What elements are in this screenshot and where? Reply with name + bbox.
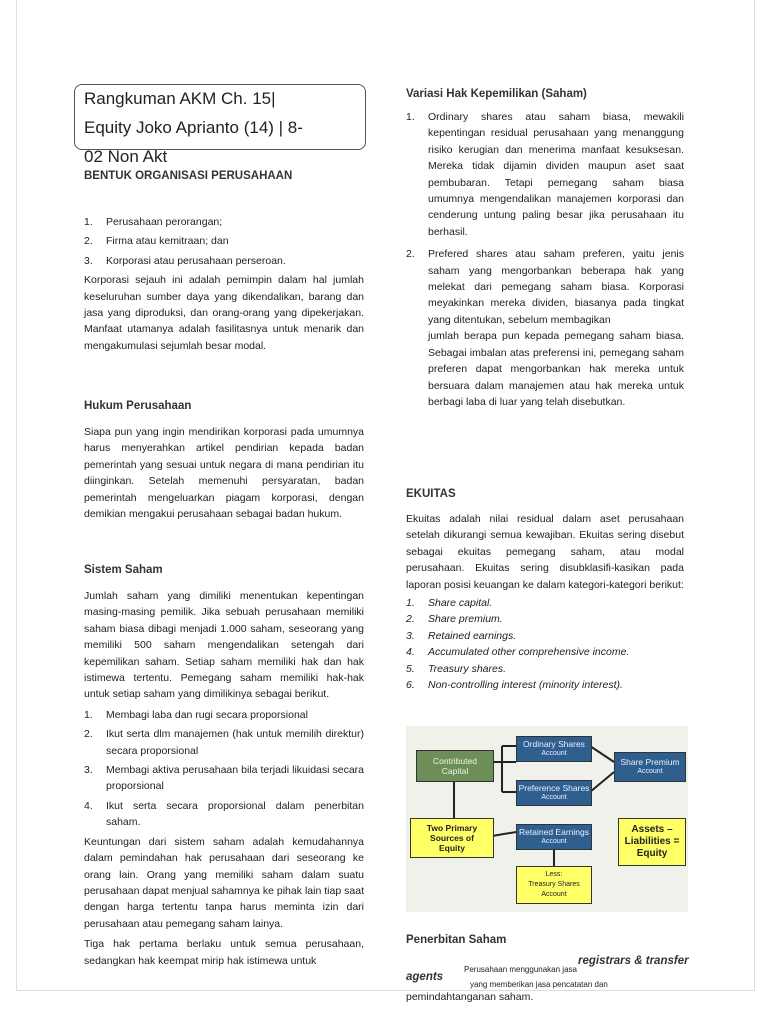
list-item: 3. Retained earnings. [406,629,517,642]
left-block-1 [84,214,364,354]
heading-variasi-hak: Variasi Hak Kepemilikan (Saham) [406,88,587,100]
ordinary-shares-box: Ordinary Shares Account [516,736,592,762]
list-item: 1. Membagi laba dan rugi secara proporsional [84,708,308,721]
left-block-2 [84,424,364,522]
two-primary-sources-box: Two Primary Sources of Equity [410,818,494,858]
list-item: 3. Membagi aktiva perusahaan bila terjadi likuidasi secara proporsional [84,764,364,793]
retained-earnings-box: Retained Earnings Account [516,824,592,850]
equity-diagram [406,726,688,912]
preference-shares-box: Preference Shares Account [516,780,592,806]
note-line-1: Perusahaan menggunakan jasa [464,965,577,974]
title-line-1: Rangkuman AKM Ch. 15| [84,89,276,108]
treasury-shares-box: Less: Treasury Shares Account [516,866,592,904]
accounting-equation-box: Assets – Liabilities = Equity [618,818,686,866]
title-line-3: 02 Non Akt [84,147,168,166]
contributed-capital-box: Contributed Capital [416,750,494,782]
list-item: 3. Korporasi atau perusahaan perseroan. [84,254,286,267]
heading-ekuitas: EKUITAS [406,488,456,500]
categories-list [406,595,684,693]
note-line-3: pemindahtanganan saham. [406,991,534,1003]
paragraph-korporasi: Korporasi sejauh ini adalah pemimpin dalam hal jumlah keseluruhan sumber daya yang dikendalikan, barang dan jasa yang diproduksi, dan orang-orang yang dipekerjakan. Manfaat utamanya adalah fasilitasnya untuk menarik dan mengakumulasi sejumlah besar modal. [84,274,364,352]
list-item: 4. Ikut serta secara proporsional dalam penerbitan saham. [84,799,364,829]
paragraph-keuntungan: Keuntungan dari sistem saham adalah kemudahannya dalam pemindahan hak perusahaan dari seseorang ke orang lain. Orang yang memiliki saham dalam suatu perusahaan dapat menjual sahamnya ke pihak lain tiap saat dengan harga tertentu tanpa harus meminta izin dari perusahaan atau pemegang saham lainya. [84,835,364,930]
left-block-3 [84,588,364,969]
heading-bentuk-organisasi: BENTUK ORGANISASI PERUSAHAAN [84,170,293,182]
list-item: 2. Share premium. [406,613,503,626]
right-block-2 [406,511,684,693]
rights-list [84,707,364,831]
list-item: 1. Ordinary shares atau saham biasa, mewakili kepentingan residual perusahaan yang menanggung risiko kerugian dan menerima manfaat kesuksesan. Mereka tidak dijamin dividen maupun aset saat pembubaran. Tetapi pemegang saham biasa umumnya mengendalikan manajemen korporasi dan cenderung untung paling besar jika perusahaan itu berhasil. [406,111,684,238]
forms-list [84,214,364,269]
list-item: 2. Prefered shares atau saham preferen, yaitu jenis saham yang mengorbankan beberapa hak yang melekat dari pemegang saham biasa. Korporasi meyakinkan mereka dividen, biasanya pada tingkat yang ditentukan, sebelum membagikan [406,248,684,326]
heading-hukum-perusahaan: Hukum Perusahaan [84,400,192,412]
paragraph-tiga-hak: Tiga hak pertama berlaku untuk semua perusahaan, sedangkan hak keempat mirip hak istimewa untuk [84,938,364,967]
title-line-2: Equity Joko Aprianto (14) | 8- [84,118,303,137]
heading-penerbitan-saham: Penerbitan Saham [406,934,507,946]
variants-list [406,109,684,410]
list-item: 5. Treasury shares. [406,662,506,675]
paragraph-sistem: Jumlah saham yang dimiliki menentukan kepentingan masing-masing pemilik. Jika sebuah perusahaan memiliki saham biasa dibagi menjadi 1.000 saham, seseorang yang memiliki 500 saham mengendalikan setengah dari kepemilikan saham. Setiap saham memiliki hak dan hak istimewa tertentu. Pemegang saham memiliki hak-hak untuk setiap saham yang dimilikinya sebagai berikut. [84,590,364,701]
list-item: 1. Share capital. [406,597,493,610]
right-block-1 [406,109,684,413]
list-item: 4. Accumulated other comprehensive income. [406,646,630,659]
list-item: 6. Non-controlling interest (minority interest). [406,679,623,692]
note-line-2: yang memberikan jasa pencatatan dan [470,980,608,989]
list-item: jumlah berapa pun kepada pemegang saham biasa. Sebagai imbalan atas preferensi ini, pemegang saham preferen dapat mengorbankan hak mereka untuk bersuara dalam manajemen atau hak mereka untuk berbagi laba di luar yang telah disebutkan. [428,330,684,408]
list-item: 2. Ikut serta dlm manajemen (hak untuk memilih direktur) secara proporsional [84,728,364,757]
paragraph-hukum: Siapa pun yang ingin mendirikan korporasi pada umumnya harus menyerahkan artikel pendirian kepada badan pemerintah yang sesuai untuk negara di mana pendirian itu diinginkan. Setelah memenuhi persyaratan, badan pemerintah mengeluarkan piagam korporasi, dengan demikian mengakui perusahaan sebagai badan hukum. [84,426,364,521]
list-item: 2. Firma atau kemitraan; dan [84,235,229,248]
agents-text: agents [406,971,444,983]
heading-sistem-saham: Sistem Saham [84,564,163,576]
list-item: 1. Perusahaan perorangan; [84,216,223,228]
paragraph-ekuitas: Ekuitas adalah nilai residual dalam aset perusahaan setelah dikurangi semua kewajiban. Ekuitas sering disebut sebagai ekuitas pemegang saham, atau modal perusahaan. Ekuitas sering disubklasifi-kasikan pada laporan posisi keuangan ke dalam kategori-kategori berikut: [406,513,684,591]
registrars-text: registrars & transfer [578,955,689,967]
share-premium-box: Share Premium Account [614,752,686,782]
